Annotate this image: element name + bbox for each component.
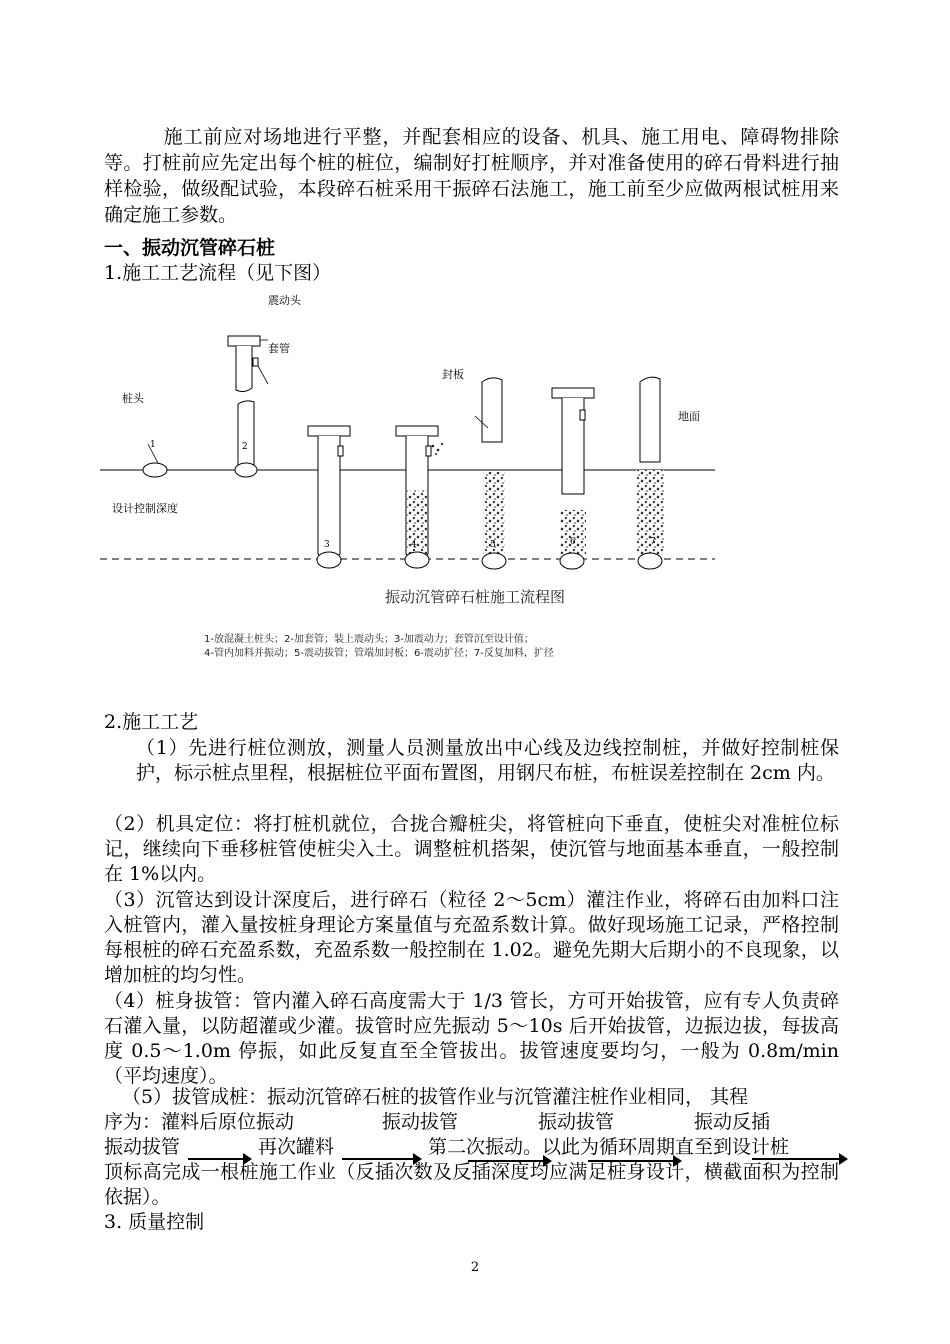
diagram-caption: 振动沉管碎石桩施工流程图 [384, 588, 565, 606]
section-heading: 一、振动沉管碎石桩 [104, 237, 276, 259]
paragraph-4: （4）桩身拔管：管内灌入碎石高度需大于 1/3 管长，方可开始拔管，应有专人负责碎石灌入量，以防超灌或少灌。拔管时应先振动 5～10s 后开始拔管，边振边拔，每拔高度 0.5～1.0m 停振，如此反复直至全管拔出。拔管速度要均匀，一般为 0.8m/min（平均速度）。 [104, 990, 839, 1087]
label-vibrator-head: 震动头 [268, 294, 301, 307]
label-casing: 套管 [268, 342, 290, 355]
paragraph-5-step: 振动拔管 [538, 1111, 615, 1133]
step3-title: 3. 质量控制 [104, 1211, 205, 1233]
paragraph-5-step: 振动反插 [694, 1111, 771, 1133]
page-number: 2 [470, 1260, 480, 1275]
label-pile-head: 桩头 [122, 392, 144, 405]
step-number: 2 [242, 442, 248, 452]
label-sealing-plate: 封板 [442, 368, 464, 381]
step-number: 6 [570, 537, 576, 547]
step-number: 5 [490, 540, 496, 550]
paragraph-5-step: 振动拔管 [382, 1111, 459, 1133]
paragraph-5-lead: 序为：灌料后原位振动 [104, 1111, 295, 1133]
paragraph-5-step: 再次罐料 [258, 1136, 335, 1158]
label-design-depth: 设计控制深度 [112, 502, 178, 515]
step1-title: 1.施工工艺流程（见下图） [104, 262, 332, 284]
paragraph-2: （2）机具定位：将打桩机就位，合拢合瓣桩尖，将管桩向下垂直，使桩尖对准桩位标记，继续向下垂移桩管使桩尖入土。调整桩机搭架，使沉管与地面基本垂直，一般控制在 1%以内。 [104, 813, 839, 885]
step-number: 4 [411, 540, 417, 550]
diagram-legend-line1: 1-放混凝土桩头；2-加套管；装上震动头；3-加震动力；套管沉至设计值； [204, 634, 534, 645]
label-ground: 地面 [678, 410, 700, 423]
diagram-legend-line2: 4-管内加料并振动；5-震动拔管；管端加封板；6-震动扩径；7-反复加料，扩径 [204, 648, 554, 659]
step-number: 1 [150, 440, 156, 450]
paragraph-5-step: 第二次振动。以此为循环周期直至到设计桩 [428, 1136, 790, 1158]
section2-title: 2.施工工艺 [104, 711, 199, 733]
process-diagram [100, 292, 720, 672]
paragraph-1: （1）先进行桩位测放，测量人员测量放出中心线及边线控制桩，并做好控制桩保护，标示桩点里程，根据桩位平面布置图，用钢尺布桩，布桩误差控制在 2cm 内。 [136, 737, 839, 784]
intro-paragraph: 施工前应对场地进行平整，并配套相应的设备、机具、施工用电、障碍物排除等。打桩前应先定出每个桩的桩位，编制好打桩顺序，并对准备使用的碎石骨料进行抽样检验，做级配试验，本段碎石桩采用干振碎石法施工，施工前至少应做两根试桩用来确定施工参数。 [104, 126, 839, 226]
step-number: 3 [324, 540, 330, 550]
step-number: 7 [650, 537, 656, 547]
paragraph-5-step: 振动拔管 [104, 1136, 181, 1158]
paragraph-5-rest: 顶标高完成一根桩施工作业（反插次数及反插深度均应满足桩身设计，横截面积为控制依据）。 [104, 1161, 839, 1208]
paragraph-3: （3）沉管达到设计深度后，进行碎石（粒径 2～5cm）灌注作业，将碎石由加料口注入桩管内，灌入量按桩身理论方案量值与充盈系数计算。做好现场施工记录，严格控制每根桩的碎石充盈系数，充盈系数一般控制在 1.02。避免先期大后期小的不良现象，以增加桩的均匀性。 [104, 889, 839, 986]
paragraph-5-line1: （5）拔管成桩：振动沉管碎石桩的拔管作业与沉管灌注桩作业相同， 其程 [122, 1086, 749, 1108]
